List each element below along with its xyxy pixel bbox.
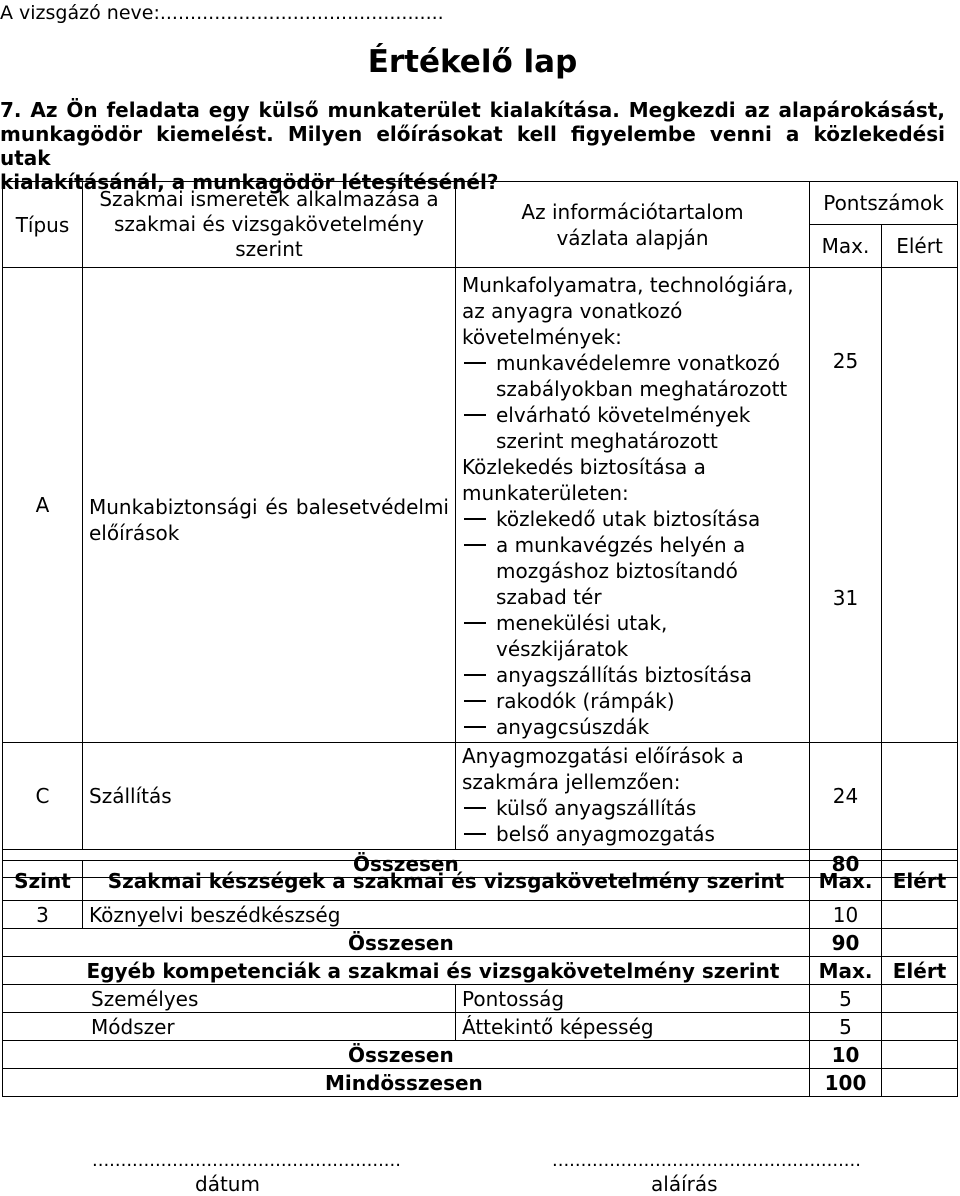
info-item: külső anyagszállítás	[462, 795, 803, 821]
osszesen-max: 80	[810, 850, 882, 878]
max-value: 24	[810, 743, 882, 850]
elert-cell	[882, 454, 958, 743]
osszesen-label: Összesen	[3, 1041, 810, 1069]
row-tipus-c: C	[3, 743, 83, 850]
info-block	[456, 454, 810, 743]
max-value: 31	[810, 454, 882, 743]
egyeb-max-header: Max.	[810, 957, 882, 985]
egyeb-category: Személyes	[3, 985, 456, 1013]
col-header-max: Max.	[810, 225, 882, 268]
elert-cell	[882, 985, 958, 1013]
elert-cell	[882, 268, 958, 455]
col-header-szint: Szint	[3, 861, 83, 901]
max-value: 25	[810, 268, 882, 455]
col-header-tipus: Típus	[3, 182, 83, 268]
mindosszesen-max: 100	[810, 1069, 882, 1097]
col-header-elert: Elért	[882, 225, 958, 268]
alairas-label: aláírás	[651, 1172, 718, 1196]
col-header-skills: Szakmai készségek a szakmai és vizsgakövetelmény szerint	[83, 861, 810, 901]
col-header-max: Max.	[810, 861, 882, 901]
row-tipus-a: A	[3, 268, 83, 743]
question-line: 7. Az Ön feladata egy külső munkaterület kialakítása. Megkezdi az alapárokásást,	[0, 98, 945, 122]
info-item: munkavédelemre vonatkozó szabályokban meghatározott	[462, 350, 803, 402]
info-intro: Anyagmozgatási előírások a szakmára jellemzően:	[462, 744, 744, 794]
elert-cell	[882, 1041, 958, 1069]
info-block	[456, 268, 810, 455]
info-item: a munkavégzés helyén a mozgáshoz biztosítandó szabad tér	[462, 532, 803, 610]
egyeb-title: Egyéb kompetenciák a szakmai és vizsgakövetelmény szerint	[3, 957, 810, 985]
egyeb-elert-header: Elért	[882, 957, 958, 985]
info-block	[456, 743, 810, 850]
info-item: menekülési utak, vészkijáratok	[462, 610, 803, 662]
skill-label: Köznyelvi beszédkészség	[83, 901, 810, 929]
row-szakmai-a: Munkabiztonsági és balesetvédelmi előírások	[83, 268, 456, 743]
skill-max: 10	[810, 901, 882, 929]
datum-label: dátum	[195, 1172, 260, 1196]
candidate-name-label: A vizsgázó neve:...............................................	[0, 2, 444, 24]
elert-cell	[882, 929, 958, 957]
col-header-pontszamok: Pontszámok	[810, 182, 958, 225]
knowledge-table	[2, 181, 958, 878]
egyeb-max: 5	[810, 1013, 882, 1041]
task-question	[0, 98, 945, 194]
col-header-elert: Elért	[882, 861, 958, 901]
info-item: közlekedő utak biztosítása	[462, 506, 803, 532]
info-item: rakodók (rámpák)	[462, 688, 803, 714]
skill-level: 3	[3, 901, 83, 929]
elert-cell	[882, 901, 958, 929]
osszesen-max: 90	[810, 929, 882, 957]
egyeb-max: 5	[810, 985, 882, 1013]
osszesen-max: 10	[810, 1041, 882, 1069]
datum-dots: ......................................................	[92, 1150, 401, 1171]
elert-cell	[882, 1013, 958, 1041]
question-line: kialakításánál, a munkagödör létesítésénél?	[0, 170, 499, 194]
egyeb-label: Áttekintő képesség	[456, 1013, 810, 1041]
info-item: elvárható követelmények szerint meghatározott	[462, 402, 803, 454]
alairas-dots: ......................................................	[552, 1150, 861, 1171]
skills-table	[2, 860, 958, 1097]
osszesen-label: Összesen	[3, 929, 810, 957]
question-line: munkagödör kiemelést. Milyen előírásokat kell figyelembe venni a közlekedési utak	[0, 122, 945, 170]
info-item: anyagszállítás biztosítása	[462, 662, 803, 688]
info-intro: Munkafolyamatra, technológiára, az anyagra vonatkozó követelmények:	[462, 273, 794, 349]
osszesen-label: Összesen	[3, 850, 810, 878]
row-szakmai-c: Szállítás	[83, 743, 456, 850]
elert-cell	[882, 1069, 958, 1097]
egyeb-label: Pontosság	[456, 985, 810, 1013]
col-header-info: Az információtartalom vázlata alapján	[456, 182, 810, 268]
egyeb-category: Módszer	[3, 1013, 456, 1041]
info-item: anyagcsúszdák	[462, 714, 803, 740]
mindosszesen-label: Mindösszesen	[3, 1069, 810, 1097]
info-intro: Közlekedés biztosítása a munkaterületen:	[462, 455, 706, 505]
col-header-szakmai: Szakmai ismeretek alkalmazása a szakmai és vizsgakövetelmény szerint	[83, 182, 456, 268]
page-title: Értékelő lap	[367, 44, 578, 80]
elert-cell	[882, 743, 958, 850]
info-item: belső anyagmozgatás	[462, 821, 803, 847]
